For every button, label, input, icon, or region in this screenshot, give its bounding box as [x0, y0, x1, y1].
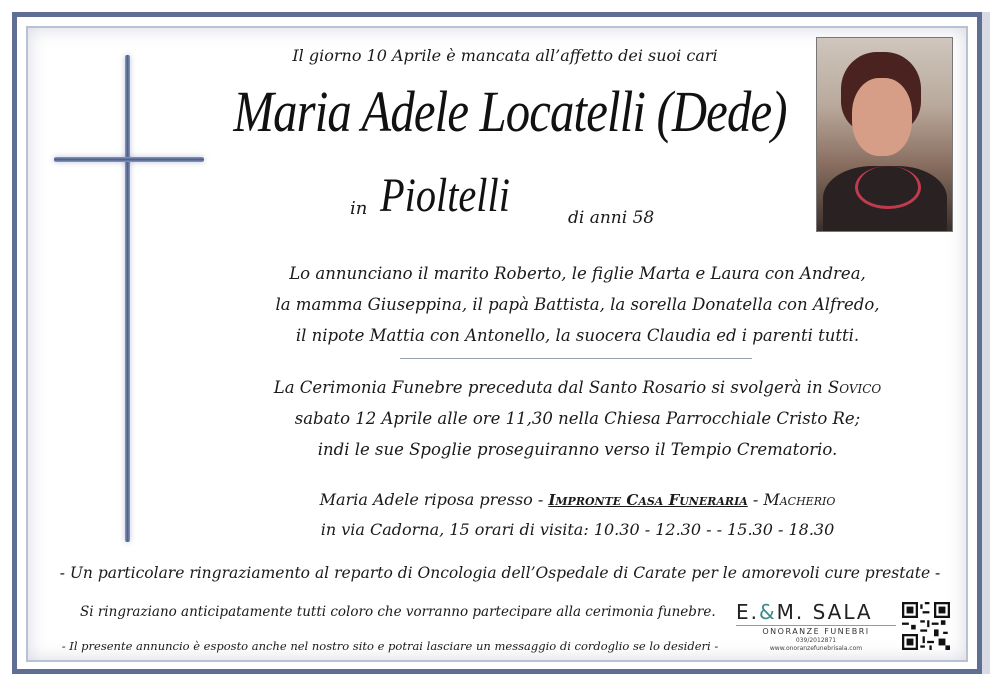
logo-website[interactable]: www.onoranzefunebrisala.com [769, 645, 863, 652]
married-prefix: in [350, 198, 368, 219]
divider [400, 358, 752, 359]
announcement-line: Lo annunciano il marito Roberto, le figlie Marta e Laura con Andrea, [289, 264, 866, 283]
announcement-line: il nipote Mattia con Antonello, la suocera Claudia ed i parenti tutti. [295, 326, 860, 345]
age: di anni 58 [568, 208, 655, 228]
cross-vertical-bar [125, 55, 130, 542]
portrait-photo [816, 37, 953, 232]
ceremony-line: La Cerimonia Funebre preceduta dal Santo Rosario si svolgerà in Sovico [273, 378, 882, 397]
funeral-home-logo[interactable] [736, 600, 896, 656]
visitation-town: Macherio [763, 490, 836, 509]
announcement [200, 258, 955, 351]
cross-horizontal-bar [54, 157, 204, 162]
visitation-info [200, 485, 955, 545]
ceremony-line: indi le sue Spoglie proseguiranno verso il Tempio Crematorio. [317, 440, 838, 459]
logo-phone: 039/2012871 [795, 637, 837, 644]
logo-brand: E.&M. SALA [736, 600, 873, 624]
advance-thanks: Si ringraziano anticipatamente tutti coloro che vorranno partecipare alla cerimonia funebre. [80, 604, 716, 620]
ceremony-place: Sovico [827, 378, 882, 397]
frame-shadow [982, 12, 990, 674]
visitation-line: Maria Adele riposa presso - Impronte Casa Funeraria - Macherio [319, 490, 836, 509]
ceremony-line: sabato 12 Aprile alle ore 11,30 nella Chiesa Parrocchiale Cristo Re; [294, 409, 861, 428]
logo-subtitle: ONORANZE FUNEBRI [736, 625, 896, 636]
ceremony-info [200, 372, 955, 465]
oncology-thanks: - Un particolare ringraziamento al reparto di Oncologia dell’Ospedale di Carate per le amorevoli cure prestate - [59, 564, 941, 582]
site-notice: - Il presente annuncio è esposto anche nel nostro sito e potrai lasciare un messaggio di cordoglio se lo desideri - [61, 639, 719, 653]
announcement-line: la mamma Giuseppina, il papà Battista, la sorella Donatella con Alfredo, [275, 295, 880, 314]
funeral-home-link[interactable]: Impronte Casa Funeraria [548, 491, 748, 509]
qr-code-icon[interactable] [902, 602, 950, 650]
visitation-hours: in via Cadorna, 15 orari di visita: 10.30 - 12.30 - - 15.30 - 18.30 [320, 520, 835, 539]
married-name: Pioltelli [380, 169, 510, 222]
intro-line: Il giorno 10 Aprile è mancata all’affetto dei suoi cari [292, 46, 718, 65]
deceased-name: Maria Adele Locatelli (Dede) [233, 79, 787, 144]
